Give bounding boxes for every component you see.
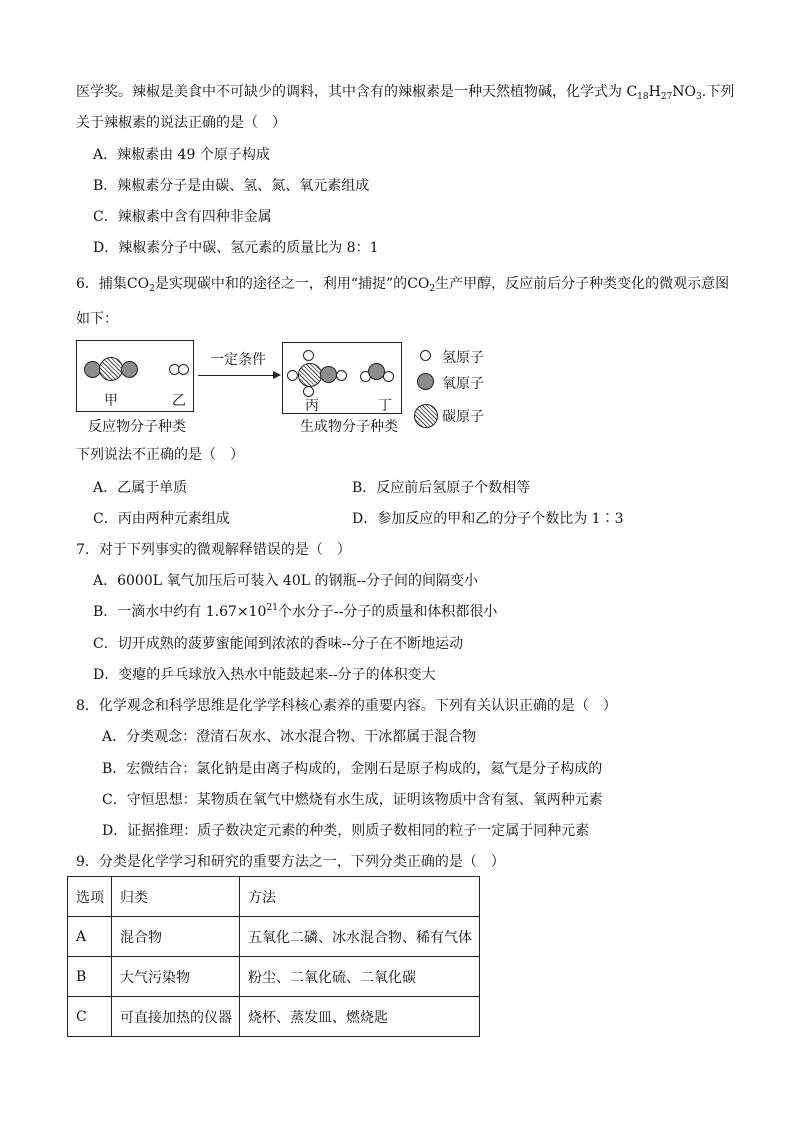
q7-option-b: B．一滴水中约有 $1.67\times 10^{21}$个水分子--分子的质量和体积都很小 xyxy=(93,603,498,620)
label-bing: 丙 xyxy=(305,398,319,414)
q5-option-d: D．辣椒素分子中碳、氢元素的质量比为 8：1 xyxy=(93,240,379,256)
q6-option-a: A．乙属于单质 xyxy=(93,480,188,496)
q7-option-d: D．变瘪的乒乓球放入热水中能鼓起来--分子的体积变大 xyxy=(93,667,436,683)
table-cell: 烧杯、蒸发皿、燃烧匙 xyxy=(240,997,480,1037)
q8-option-a: A．分类观念：澄清石灰水、冰水混合物、干冰都属于混合物 xyxy=(102,729,477,745)
legend-hydrogen-label: 氢原子 xyxy=(442,350,484,366)
table-cell: C xyxy=(68,997,112,1037)
table-cell: A xyxy=(68,917,112,957)
reaction-arrow xyxy=(198,375,274,376)
header-category: 归类 xyxy=(112,877,240,917)
legend-carbon-icon xyxy=(414,404,438,428)
bing-hydrogen-atom-top xyxy=(303,350,314,361)
q5-line1: 医学奖。辣椒是美食中不可缺少的调料，其中含有的辣椒素是一种天然植物碱，化学式为 $C_{18}H_{27}NO_3$.下列 xyxy=(76,84,735,102)
q7-option-a: A．6000L 氧气加压后可装入 40L 的钢瓶--分子间的间隔变小 xyxy=(93,573,478,589)
header-method: 方法 xyxy=(240,877,480,917)
jia-carbon-atom xyxy=(99,357,123,381)
legend-hydrogen-icon xyxy=(420,350,431,361)
jia-oxygen-atom-2 xyxy=(121,361,138,378)
bing-carbon-atom xyxy=(298,363,322,387)
label-jia: 甲 xyxy=(104,393,118,409)
q5-line2: 关于辣椒素的说法正确的是（ ） xyxy=(76,115,286,131)
reactant-caption: 反应物分子种类 xyxy=(88,419,186,435)
legend-oxygen-label: 氧原子 xyxy=(442,376,484,392)
q5-option-c: C．辣椒素中含有四种非金属 xyxy=(93,209,272,225)
q6-option-d: D．参加反应的甲和乙的分子个数比为 1∶3 xyxy=(352,511,624,527)
table-cell: 混合物 xyxy=(112,917,240,957)
q8-stem: 8．化学观念和科学思维是化学学科核心素养的重要内容。下列有关认识正确的是（ ） xyxy=(76,698,617,714)
bing-hydrogen-atom-left xyxy=(287,370,298,381)
bing-oxygen-atom xyxy=(320,366,337,383)
q6-option-b: B．反应前后氢原子个数相等 xyxy=(352,480,531,496)
q6-question: 下列说法不正确的是（ ） xyxy=(76,447,244,463)
q6-line2: 如下： xyxy=(76,311,118,327)
table-header-row xyxy=(68,877,480,917)
bing-hydrogen-atom-right xyxy=(336,370,347,381)
product-caption: 生成物分子种类 xyxy=(300,419,398,435)
table-cell: 可直接加热的仪器 xyxy=(112,997,240,1037)
table-cell: B xyxy=(68,957,112,997)
table-row xyxy=(68,957,480,997)
q7-stem: 7．对于下列事实的微观解释错误的是（ ） xyxy=(76,542,351,558)
table-row xyxy=(68,917,480,957)
q8-option-b: B．宏微结合：氯化钠是由离子构成的，金刚石是原子构成的，氦气是分子构成的 xyxy=(102,761,603,777)
q8-option-d: D．证据推理：质子数决定元素的种类，则质子数相同的粒子一定属于同种元素 xyxy=(102,823,590,839)
q9-table xyxy=(67,876,480,1037)
arrow-label: 一定条件 xyxy=(210,352,266,368)
table-cell: 粉尘、二氧化硫、二氧化碳 xyxy=(240,957,480,997)
table-cell: 五氧化二磷、冰水混合物、稀有气体 xyxy=(240,917,480,957)
q8-option-c: C．守恒思想：某物质在氧气中燃烧有水生成，证明该物质中含有氢、氧两种元素 xyxy=(102,792,603,808)
header-option: 选项 xyxy=(68,877,112,917)
legend-oxygen-icon xyxy=(417,373,434,390)
q5-option-a: A．辣椒素由 49 个原子构成 xyxy=(93,147,270,163)
label-ding: 丁 xyxy=(378,398,392,414)
table-row xyxy=(68,997,480,1037)
table-cell: 大气污染物 xyxy=(112,957,240,997)
q9-stem: 9．分类是化学学习和研究的重要方法之一，下列分类正确的是（ ） xyxy=(76,854,505,870)
legend-carbon-label: 碳原子 xyxy=(442,409,484,425)
q6-option-c: C．丙由两种元素组成 xyxy=(93,511,230,527)
q7-option-c: C．切开成熟的菠萝蜜能闻到浓浓的香味--分子在不断地运动 xyxy=(93,636,464,652)
q6-stem: 6．捕集$CO_2$是实现碳中和的途径之一，利用“捕捉”的$CO_2$生产甲醇，反应前后分子种类变化的微观示意图 xyxy=(76,276,730,294)
arrow-head-icon xyxy=(273,371,281,379)
ding-hydrogen-atom-2 xyxy=(383,371,394,382)
label-yi: 乙 xyxy=(172,393,186,409)
q5-option-b: B．辣椒素分子是由碳、氢、氮、氧元素组成 xyxy=(93,178,370,194)
yi-hydrogen-atom-2 xyxy=(178,364,189,375)
